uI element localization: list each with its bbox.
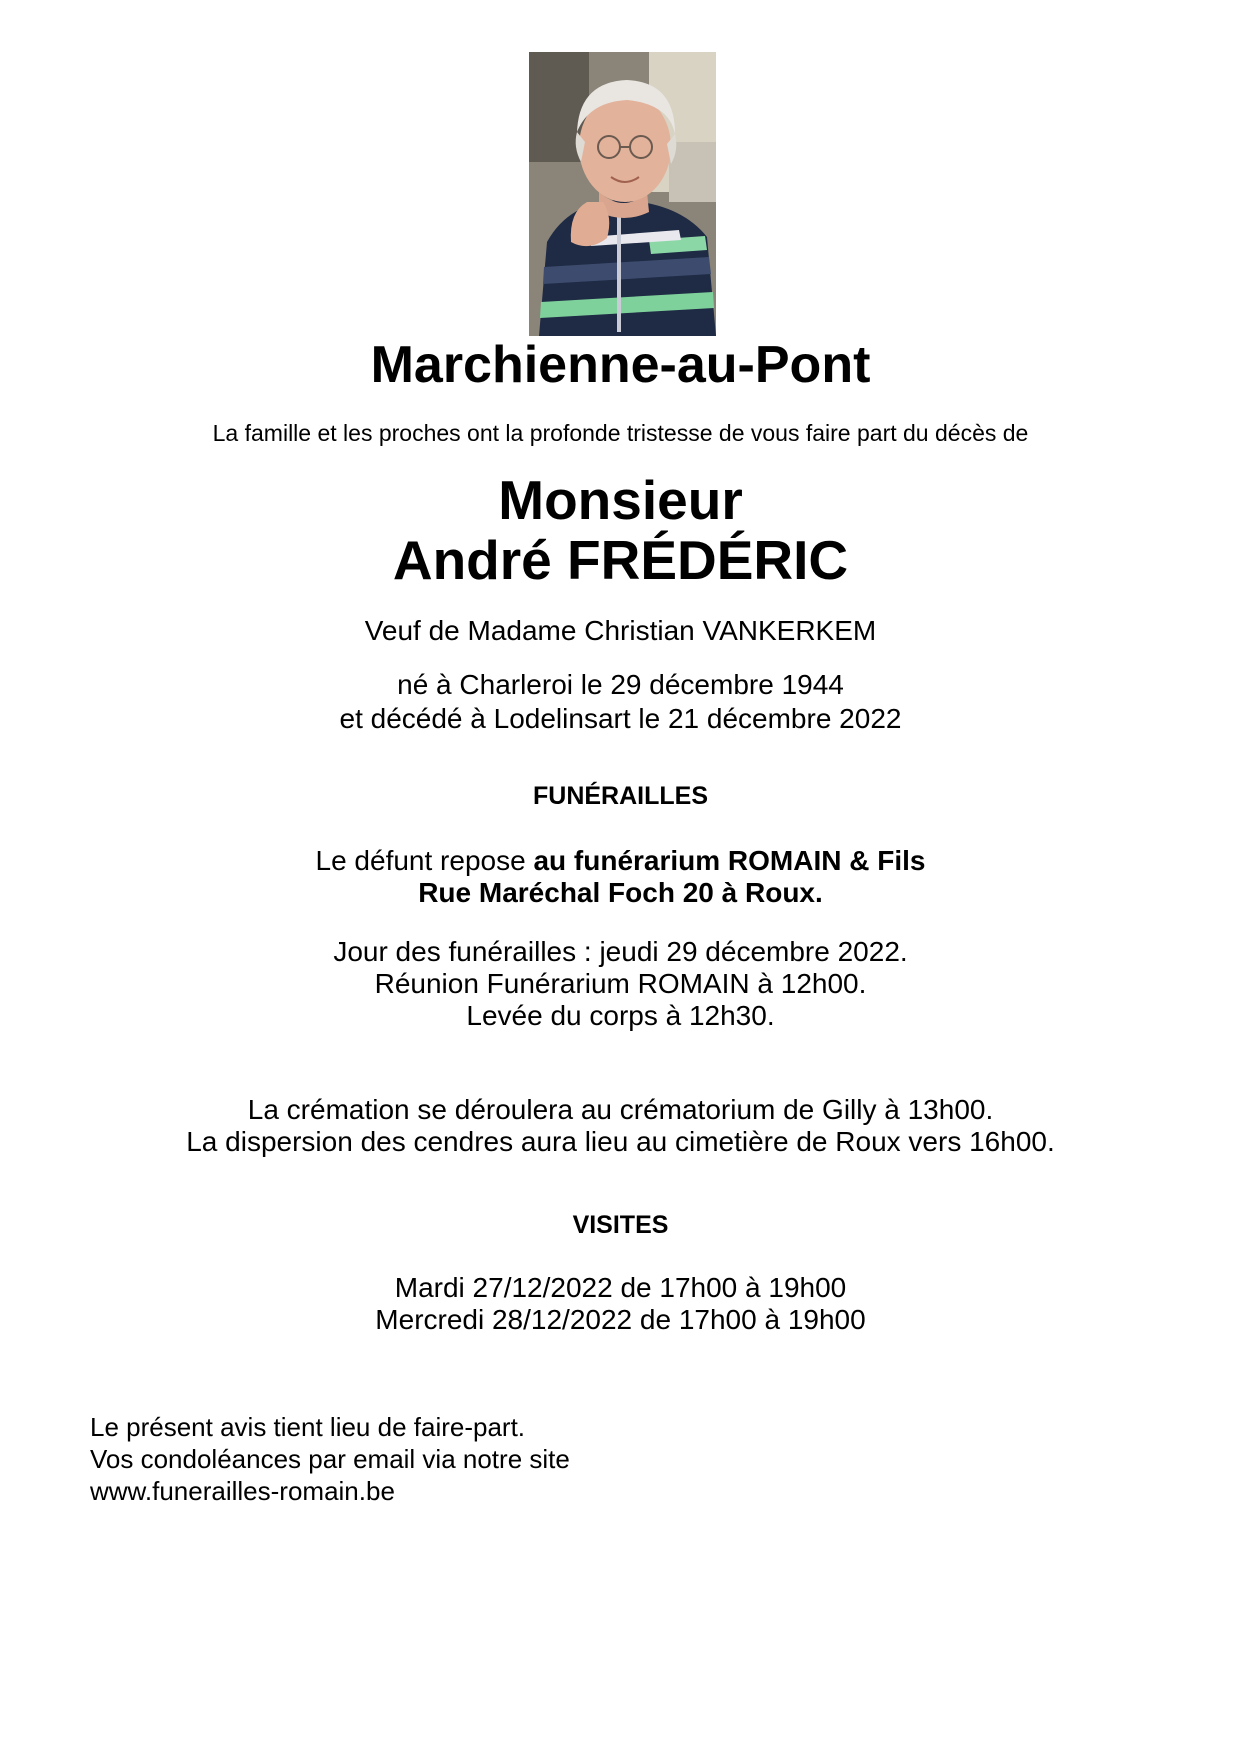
announcement-intro: La famille et les proches ont la profonde tristesse de vous faire part du décès de <box>212 420 1029 446</box>
footer-condolences: Vos condoléances par email via notre site <box>90 1444 570 1474</box>
deceased-name: André FRÉDÉRIC <box>392 529 849 591</box>
rest-address: Rue Maréchal Foch 20 à Roux. <box>418 877 823 908</box>
footer-website-link[interactable]: www.funerailles-romain.be <box>90 1476 395 1506</box>
city-heading: Marchienne-au-Pont <box>370 336 871 394</box>
dispersion-line: La dispersion des cendres aura lieu au cimetière de Roux vers 16h00. <box>186 1126 1055 1157</box>
visits-heading: VISITES <box>572 1211 669 1239</box>
rest-place: au funérarium ROMAIN & Fils <box>533 845 926 876</box>
portrait-photo <box>529 52 716 336</box>
widow-of-line: Veuf de Madame Christian VANKERKEM <box>364 615 877 646</box>
cremation-line: La crémation se déroulera au crématorium de Gilly à 13h00. <box>247 1094 994 1125</box>
footer-notice: Le présent avis tient lieu de faire-part. <box>90 1412 526 1442</box>
birth-line: né à Charleroi le 29 décembre 1944 <box>397 669 844 700</box>
funeral-departure: Levée du corps à 12h30. <box>466 1000 775 1031</box>
rest-place-line <box>0 845 1241 877</box>
visit-slot: Mardi 27/12/2022 de 17h00 à 19h00 <box>394 1272 847 1303</box>
visit-slot: Mercredi 28/12/2022 de 17h00 à 19h00 <box>375 1304 866 1335</box>
death-line: et décédé à Lodelinsart le 21 décembre 2022 <box>339 703 902 734</box>
funeral-meeting: Réunion Funérarium ROMAIN à 12h00. <box>374 968 867 999</box>
funeral-heading: FUNÉRAILLES <box>533 782 708 810</box>
funeral-day: Jour des funérailles : jeudi 29 décembre 2022. <box>333 936 908 967</box>
deceased-title: Monsieur <box>498 469 743 531</box>
rest-prefix: Le défunt repose <box>315 845 534 876</box>
